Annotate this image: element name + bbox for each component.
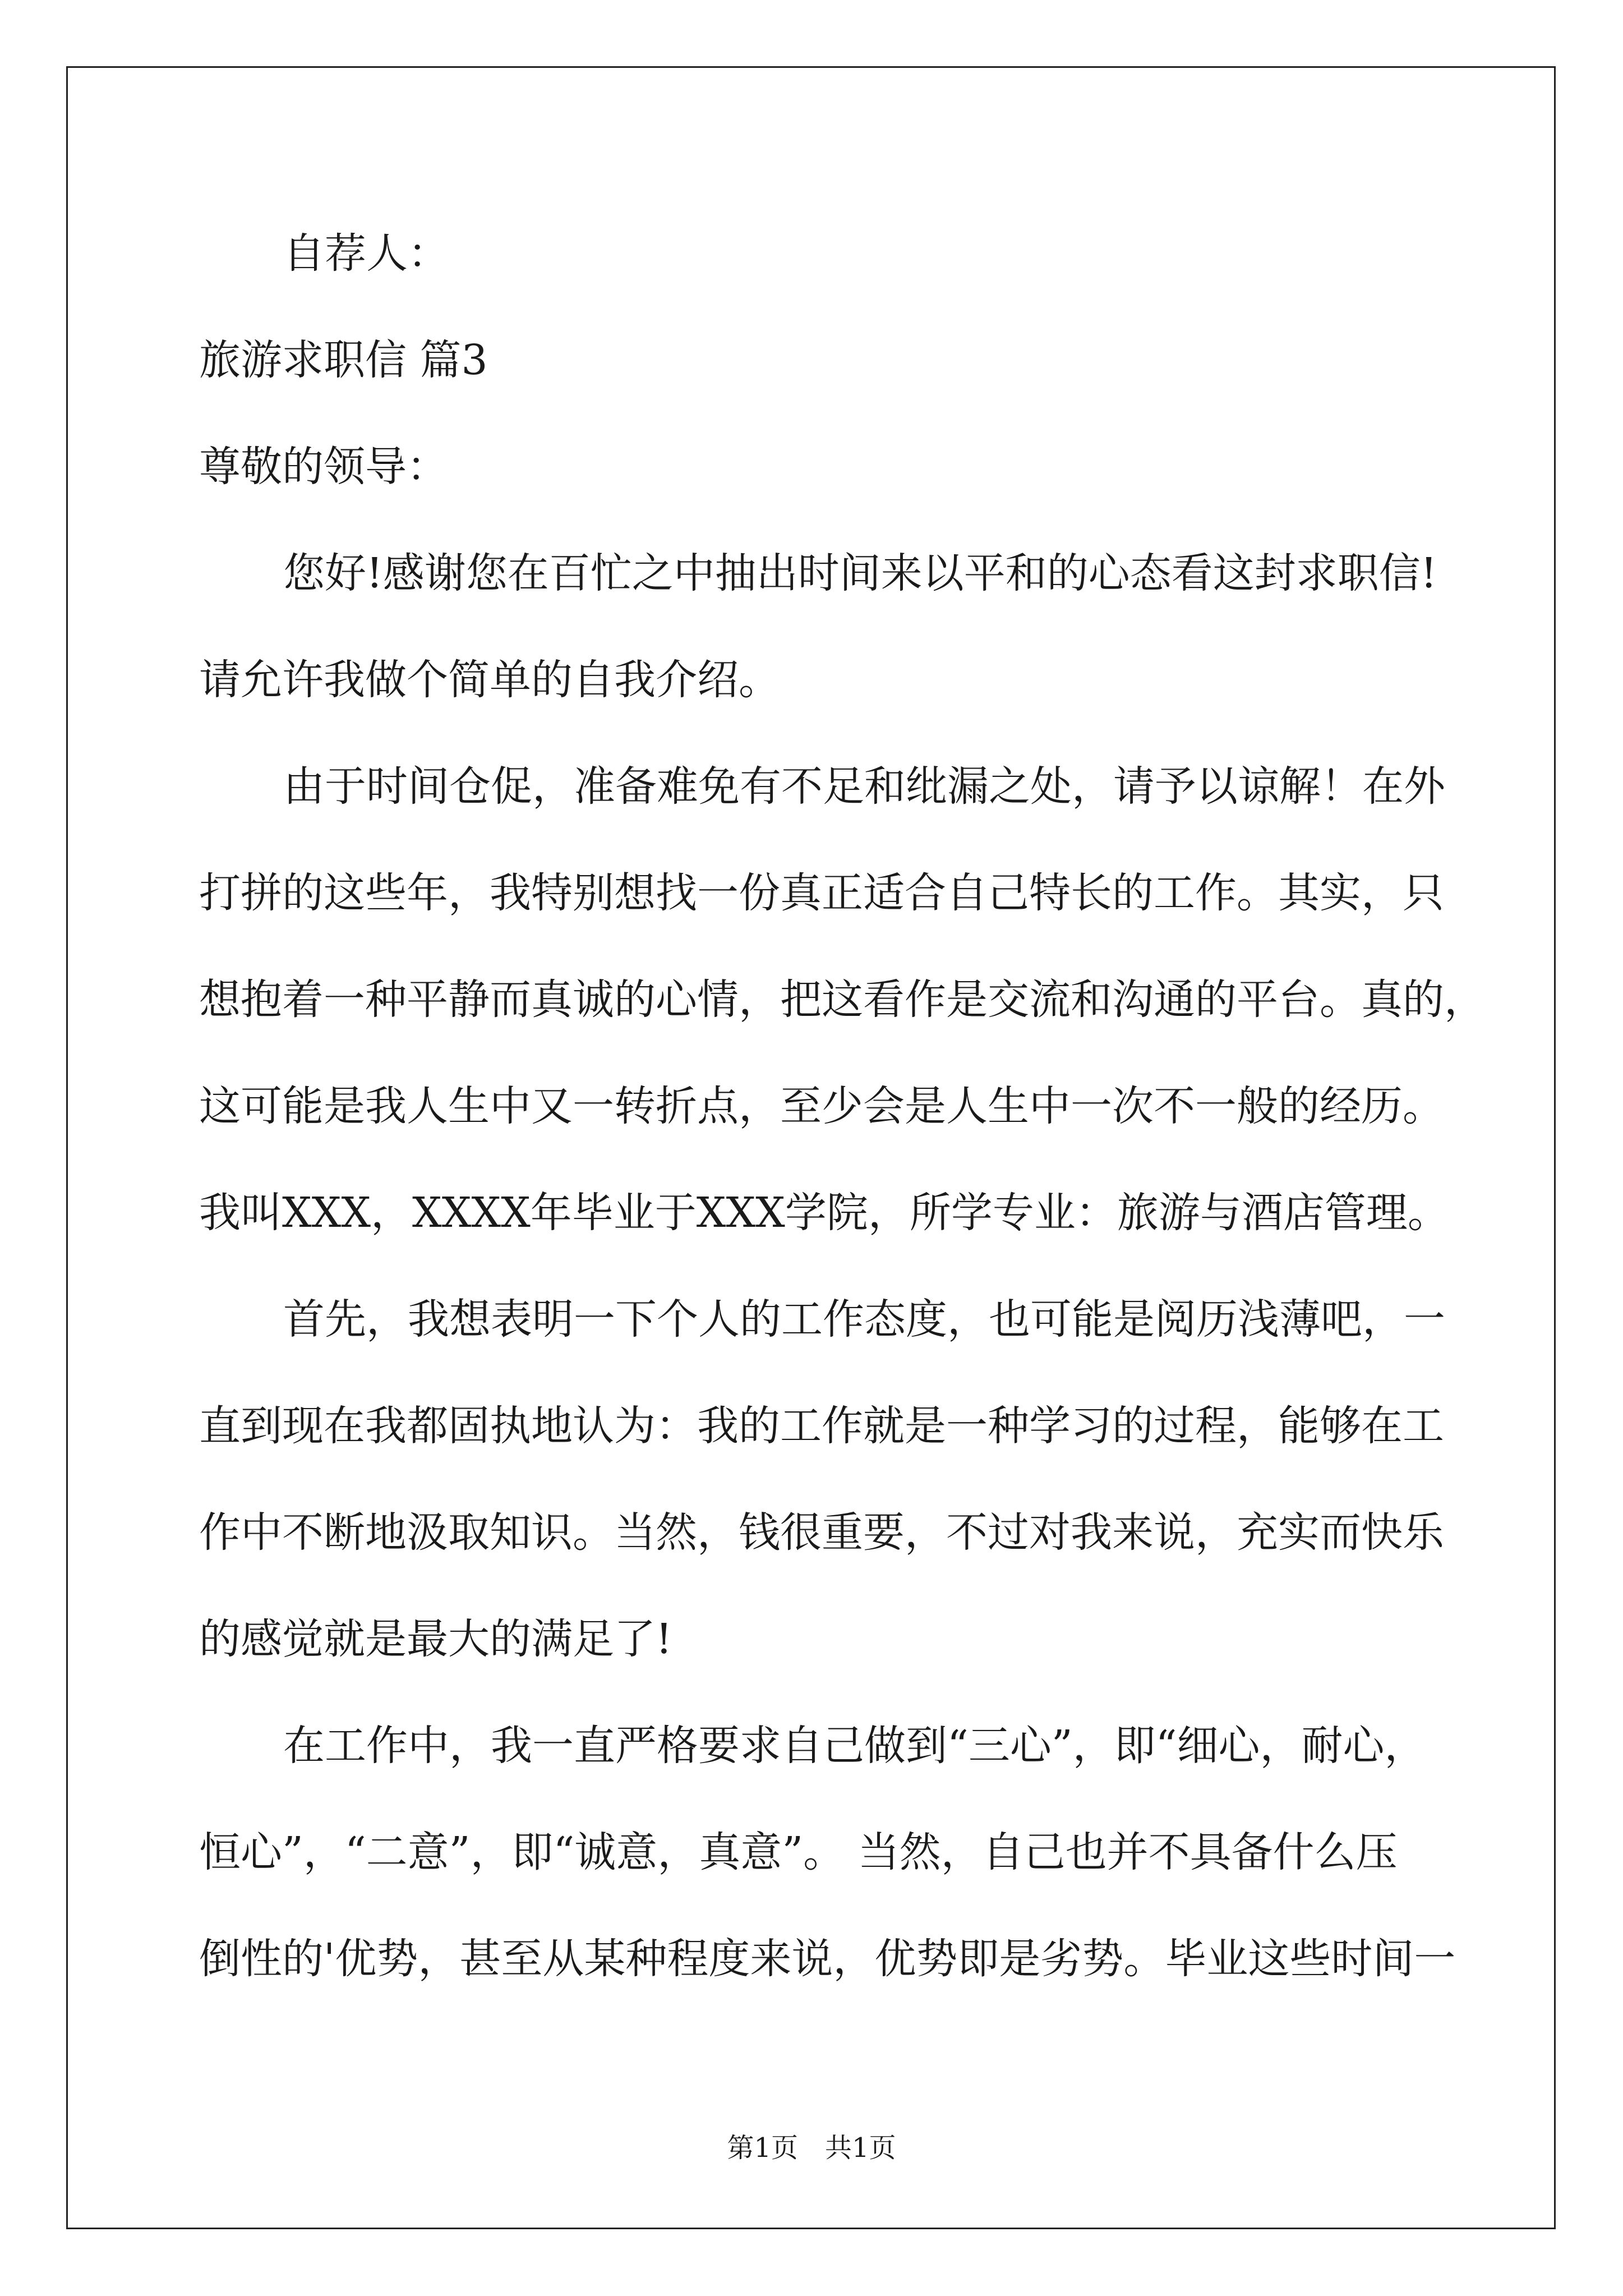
paragraph-line: 的感觉就是最大的满足了! [199,1615,672,1663]
paragraph-line: 作中不断地汲取知识。当然，钱很重要，不过对我来说，充实而快乐 [199,1508,1444,1557]
paragraph-line: 由于时间仓促，准备难免有不足和纰漏之处，请予以谅解！在外 [283,762,1445,811]
signature-label: 自荐人： [283,229,449,278]
section-heading: 旅游求职信 篇3 [199,336,488,384]
paragraph-line: 您好!感谢您在百忙之中抽出时间来以平和的心态看这封求职信! [283,549,1437,597]
salutation: 尊敬的领导： [199,443,448,491]
paragraph-line: 倒性的'优势，甚至从某种程度来说，优势即是劣势。毕业这些时间一 [199,1935,1456,1983]
paragraph-line: 请允许我做个简单的自我介绍。 [199,656,780,704]
page-number-footer: 第1页 共1页 [727,2132,896,2164]
paragraph-line: 首先，我想表明一下个人的工作态度，也可能是阅历浅薄吧，一 [283,1295,1445,1343]
paragraph-line: 打拼的这些年，我特别想找一份真正适合自己特长的工作。其实，只 [199,869,1444,917]
paragraph-line: 想抱着一种平静而真诚的心情，把这看作是交流和沟通的平台。真的， [199,976,1486,1024]
paragraph-line: 我叫XXX，XXXX年毕业于XXX学院，所学专业：旅游与酒店管理。 [199,1189,1449,1237]
page-border [66,66,1556,2229]
paragraph-line: 在工作中，我一直严格要求自己做到“三心”，即“细心，耐心， [283,1722,1426,1770]
paragraph-line: 直到现在我都固执地认为：我的工作就是一种学习的过程，能够在工 [199,1402,1444,1450]
paragraph-line: 这可能是我人生中又一转折点，至少会是人生中一次不一般的经历。 [199,1082,1444,1130]
paragraph-line: 恒心”，“二意”，即“诚意，真意”。 当然，自己也并不具备什么压 [199,1828,1398,1876]
